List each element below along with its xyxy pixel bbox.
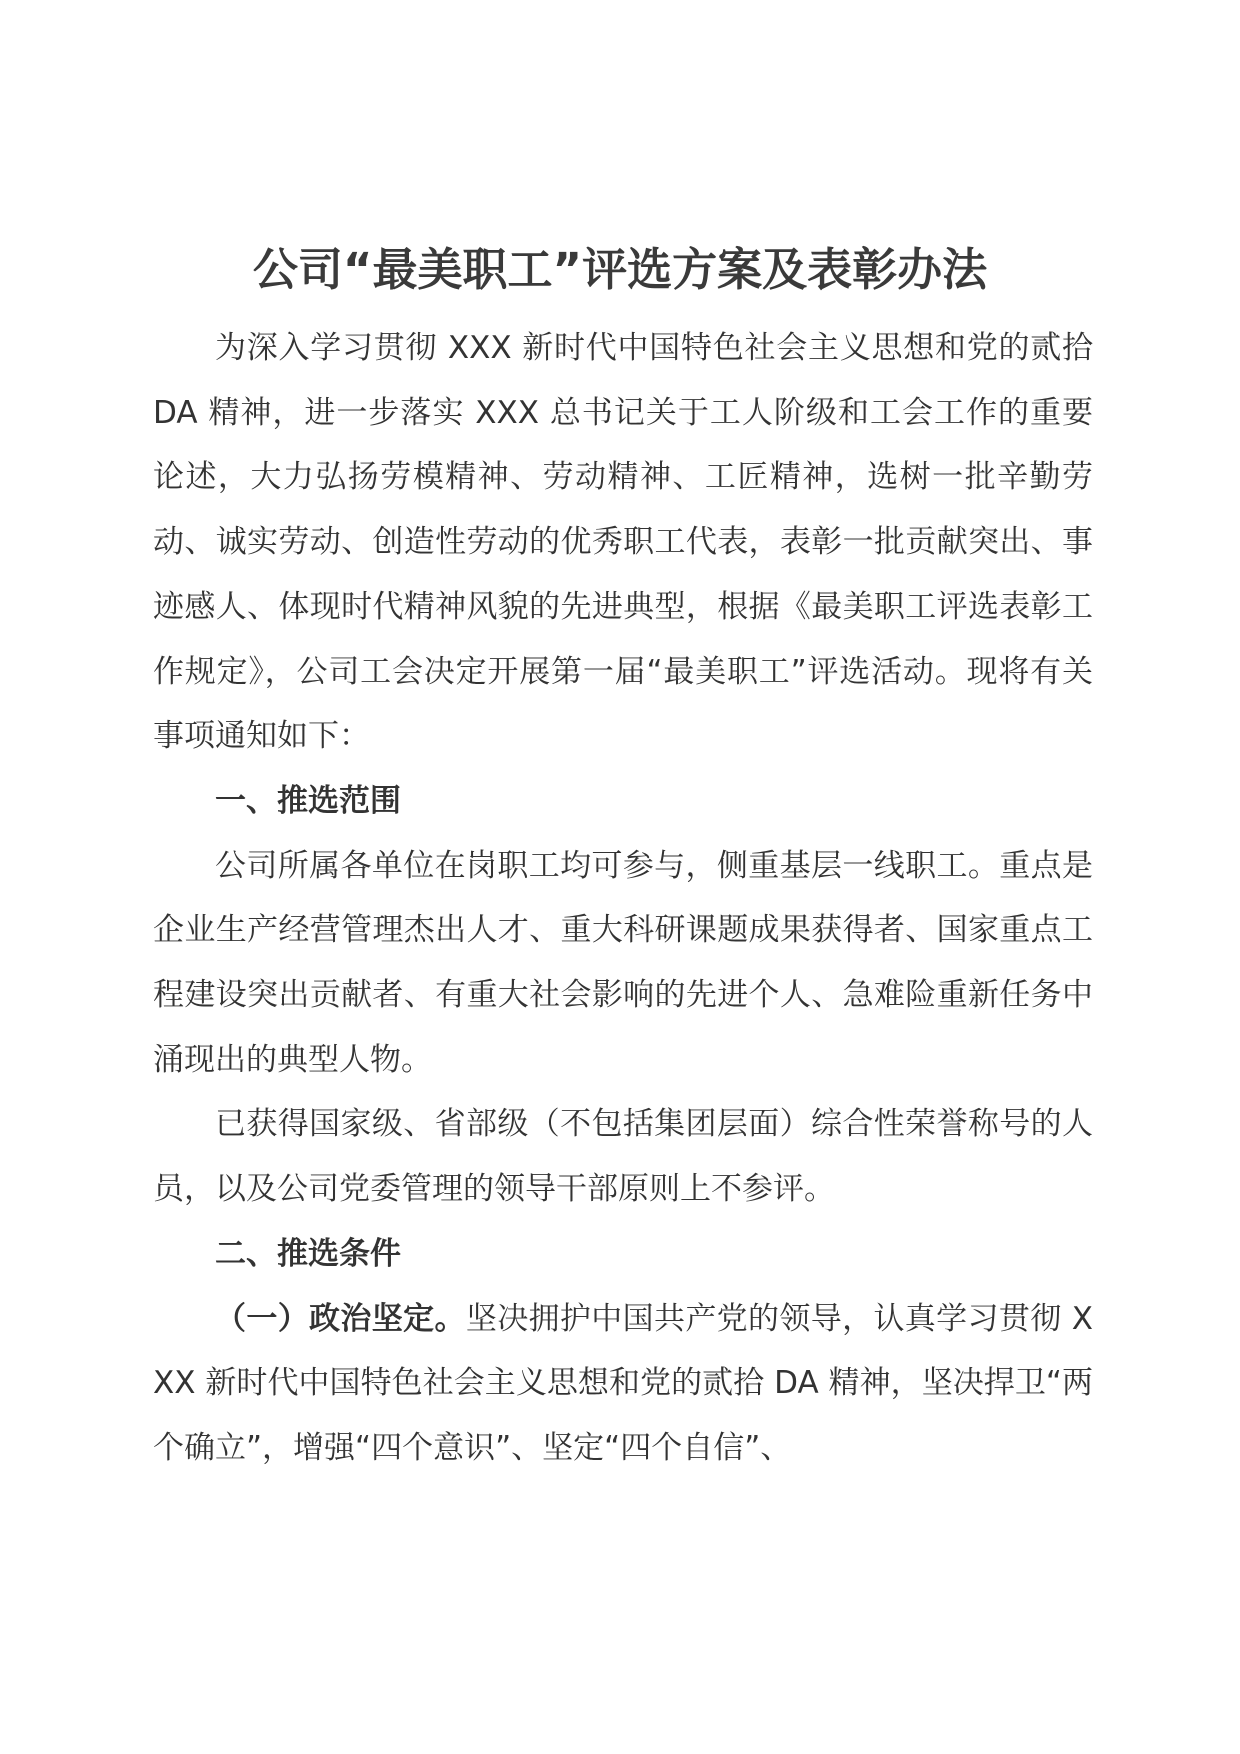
document-body xyxy=(153,316,1093,1481)
condition-item-1-text: 坚决拥护中国共产党的领导，认真学习贯彻 XXX 新时代中国特色社会主义思想和党的贰拾 DA 精神，坚决捍卫“两个确立”，增强“四个意识”、坚定“四个自信”、 xyxy=(153,1300,1094,1466)
condition-item-1-lead: （一）政治坚定。 xyxy=(215,1300,466,1337)
condition-item-1 xyxy=(153,1287,1093,1481)
section-heading-scope: 一、推选范围 xyxy=(215,782,401,819)
document-title: 公司“最美职工”评选方案及表彰办法 xyxy=(252,243,988,296)
scope-paragraph-2: 已获得国家级、省部级（不包括集团层面）综合性荣誉称号的人员，以及公司党委管理的领导干部原则上不参评。 xyxy=(153,1106,1093,1208)
intro-paragraph: 为深入学习贯彻 XXX 新时代中国特色社会主义思想和党的贰拾 DA 精神，进一步落实 XXX 总书记关于工人阶级和工会工作的重要论述，大力弘扬劳模精神、劳动精神、工匠精神，选树一批辛勤劳动、诚实劳动、创造性劳动的优秀职工代表，表彰一批贡献突出、事迹感人、体现时代精神风貌的先进典型，根据《最美职工评选表彰工作规定》，公司工会决定开展第一届“最美职工”评选活动。现将有关事项通知如下： xyxy=(153,330,1093,755)
scope-paragraph-1: 公司所属各单位在岗职工均可参与，侧重基层一线职工。重点是企业生产经营管理杰出人才、重大科研课题成果获得者、国家重点工程建设突出贡献者、有重大社会影响的先进个人、急难险重新任务中涌现出的典型人物。 xyxy=(153,847,1093,1078)
section-heading-conditions: 二、推选条件 xyxy=(215,1235,401,1272)
